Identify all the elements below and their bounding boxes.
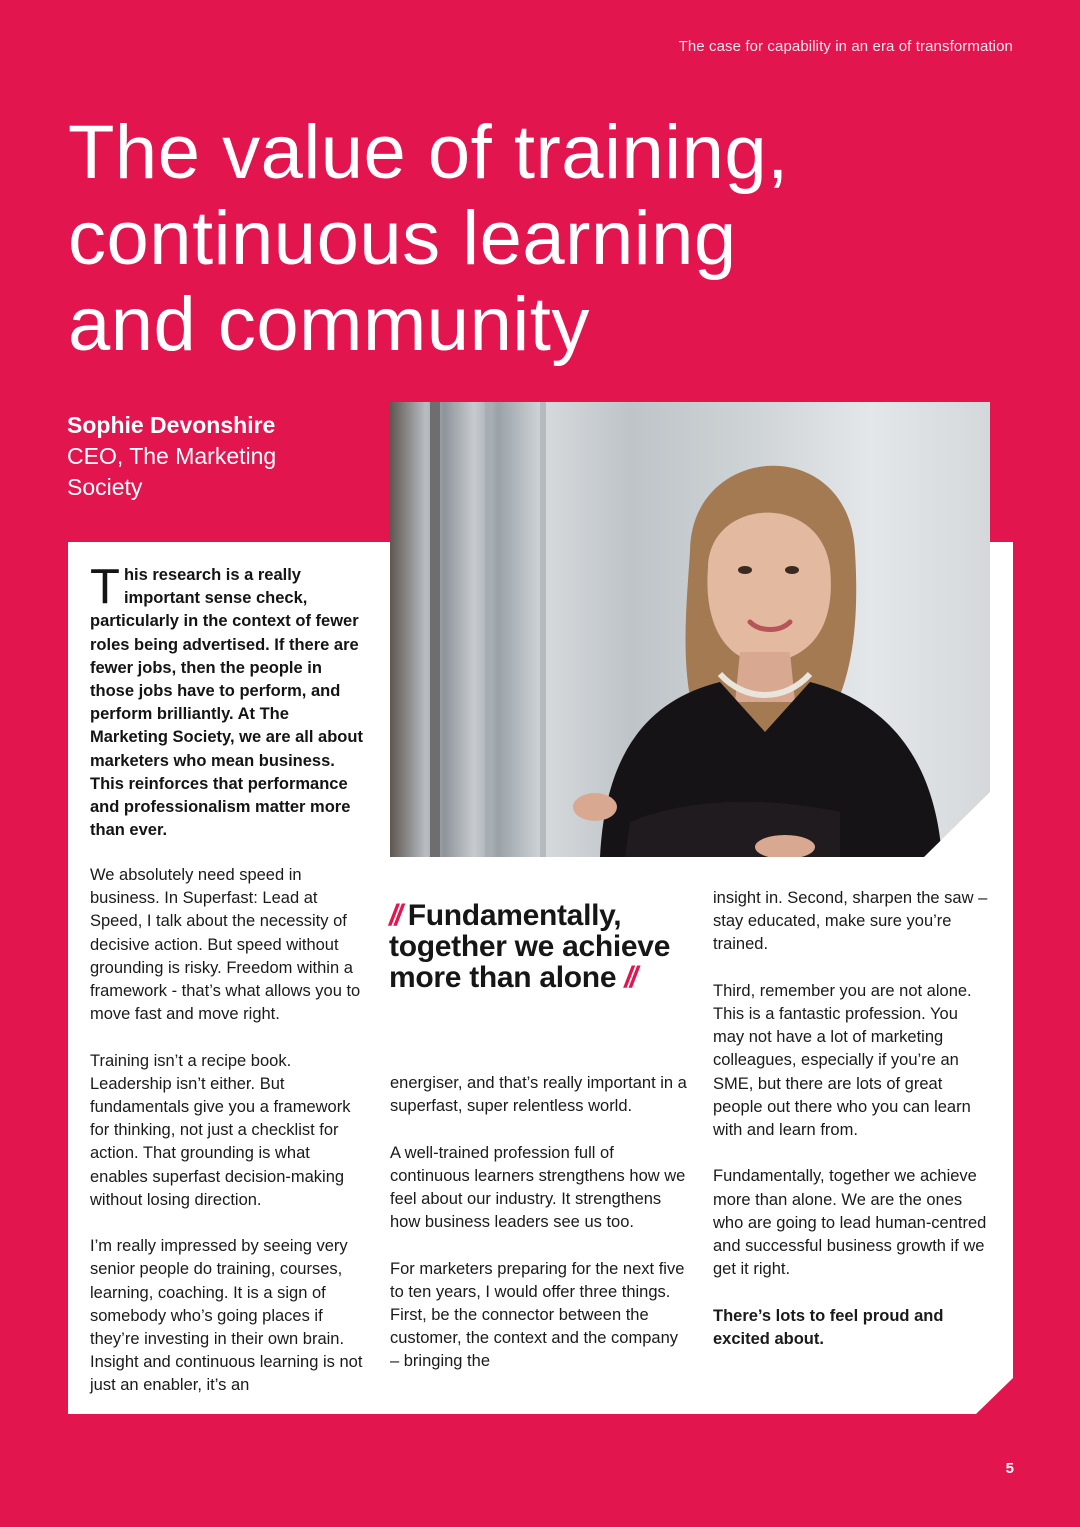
intro-text: his research is a really important sense check, particularly in the context of fewer roles being advertised. If there are fewer jobs, then the people in those jobs have to perform, and perform brilliantly. At The Marketing Society, we are all about marketers who mean business. This reinforces that performance and professionalism matter more than ever.	[90, 566, 363, 840]
column-3	[713, 887, 993, 1374]
column-1	[90, 864, 370, 1421]
author-portrait-photo	[390, 402, 990, 857]
column-2	[390, 1072, 690, 1397]
paragraph: Third, remember you are not alone. This is a fantastic profession. You may not have a lot of marketing colleagues, especially if you’re an SME, but there are lots of great people out there who you can learn with and learn from.	[713, 981, 972, 1140]
paragraph: energiser, and that’s really important in a superfast, super relentless world.	[390, 1074, 687, 1116]
pull-quote	[389, 900, 689, 993]
paragraph: Training isn’t a recipe book. Leadership isn’t either. But fundamentals give you a framework for thinking, not just a checklist for action. That grounding is what enables superfast decision-making without losing direction.	[90, 1051, 351, 1209]
paragraph: Fundamentally, together we achieve more than alone. We are the ones who are going to lead human-centred and successful business growth if we get it right.	[713, 1167, 987, 1279]
author-name: Sophie Devonshire	[67, 412, 276, 438]
author-byline	[67, 410, 327, 503]
drop-cap: T	[90, 560, 120, 614]
paragraph: A well-trained profession full of continuous learners strengthens how we feel about our industry. It strengthens how business leaders see us too.	[390, 1143, 686, 1232]
author-role: CEO, The Marketing Society	[67, 443, 277, 500]
closing-statement: There’s lots to feel proud and excited about.	[713, 1306, 944, 1348]
page-title	[68, 110, 968, 368]
intro-paragraph	[90, 560, 370, 842]
page-number: 5	[1005, 1460, 1014, 1477]
running-head: The case for capability in an era of transformation	[678, 38, 1013, 55]
paragraph: insight in. Second, sharpen the saw – stay educated, make sure you’re trained.	[713, 889, 988, 954]
title-line: and community	[68, 282, 590, 367]
quote-mark-icon: //	[624, 961, 635, 994]
title-line: The value of training,	[68, 110, 789, 195]
paragraph: For marketers preparing for the next five to ten years, I would offer three things. First, be the connector between the customer, the context and the company – bringing the	[390, 1259, 685, 1371]
paragraph: I’m really impressed by seeing very senior people do training, courses, learning, coaching. It is a sign of somebody who’s going places if they’re investing in their own brain. Insight and continuous learning is not just an enabler, it’s an	[90, 1237, 363, 1395]
quote-mark-icon: //	[389, 899, 400, 932]
pull-quote-text: Fundamentally, together we achieve more than alone	[389, 899, 671, 994]
paragraph: We absolutely need speed in business. In Superfast: Lead at Speed, I talk about the necessity of decisive action. But speed without grounding is risky. Freedom within a framework - that’s what allows you to move fast and move right.	[90, 866, 361, 1024]
portrait-illustration	[390, 402, 990, 857]
title-line: continuous learning	[68, 196, 737, 281]
